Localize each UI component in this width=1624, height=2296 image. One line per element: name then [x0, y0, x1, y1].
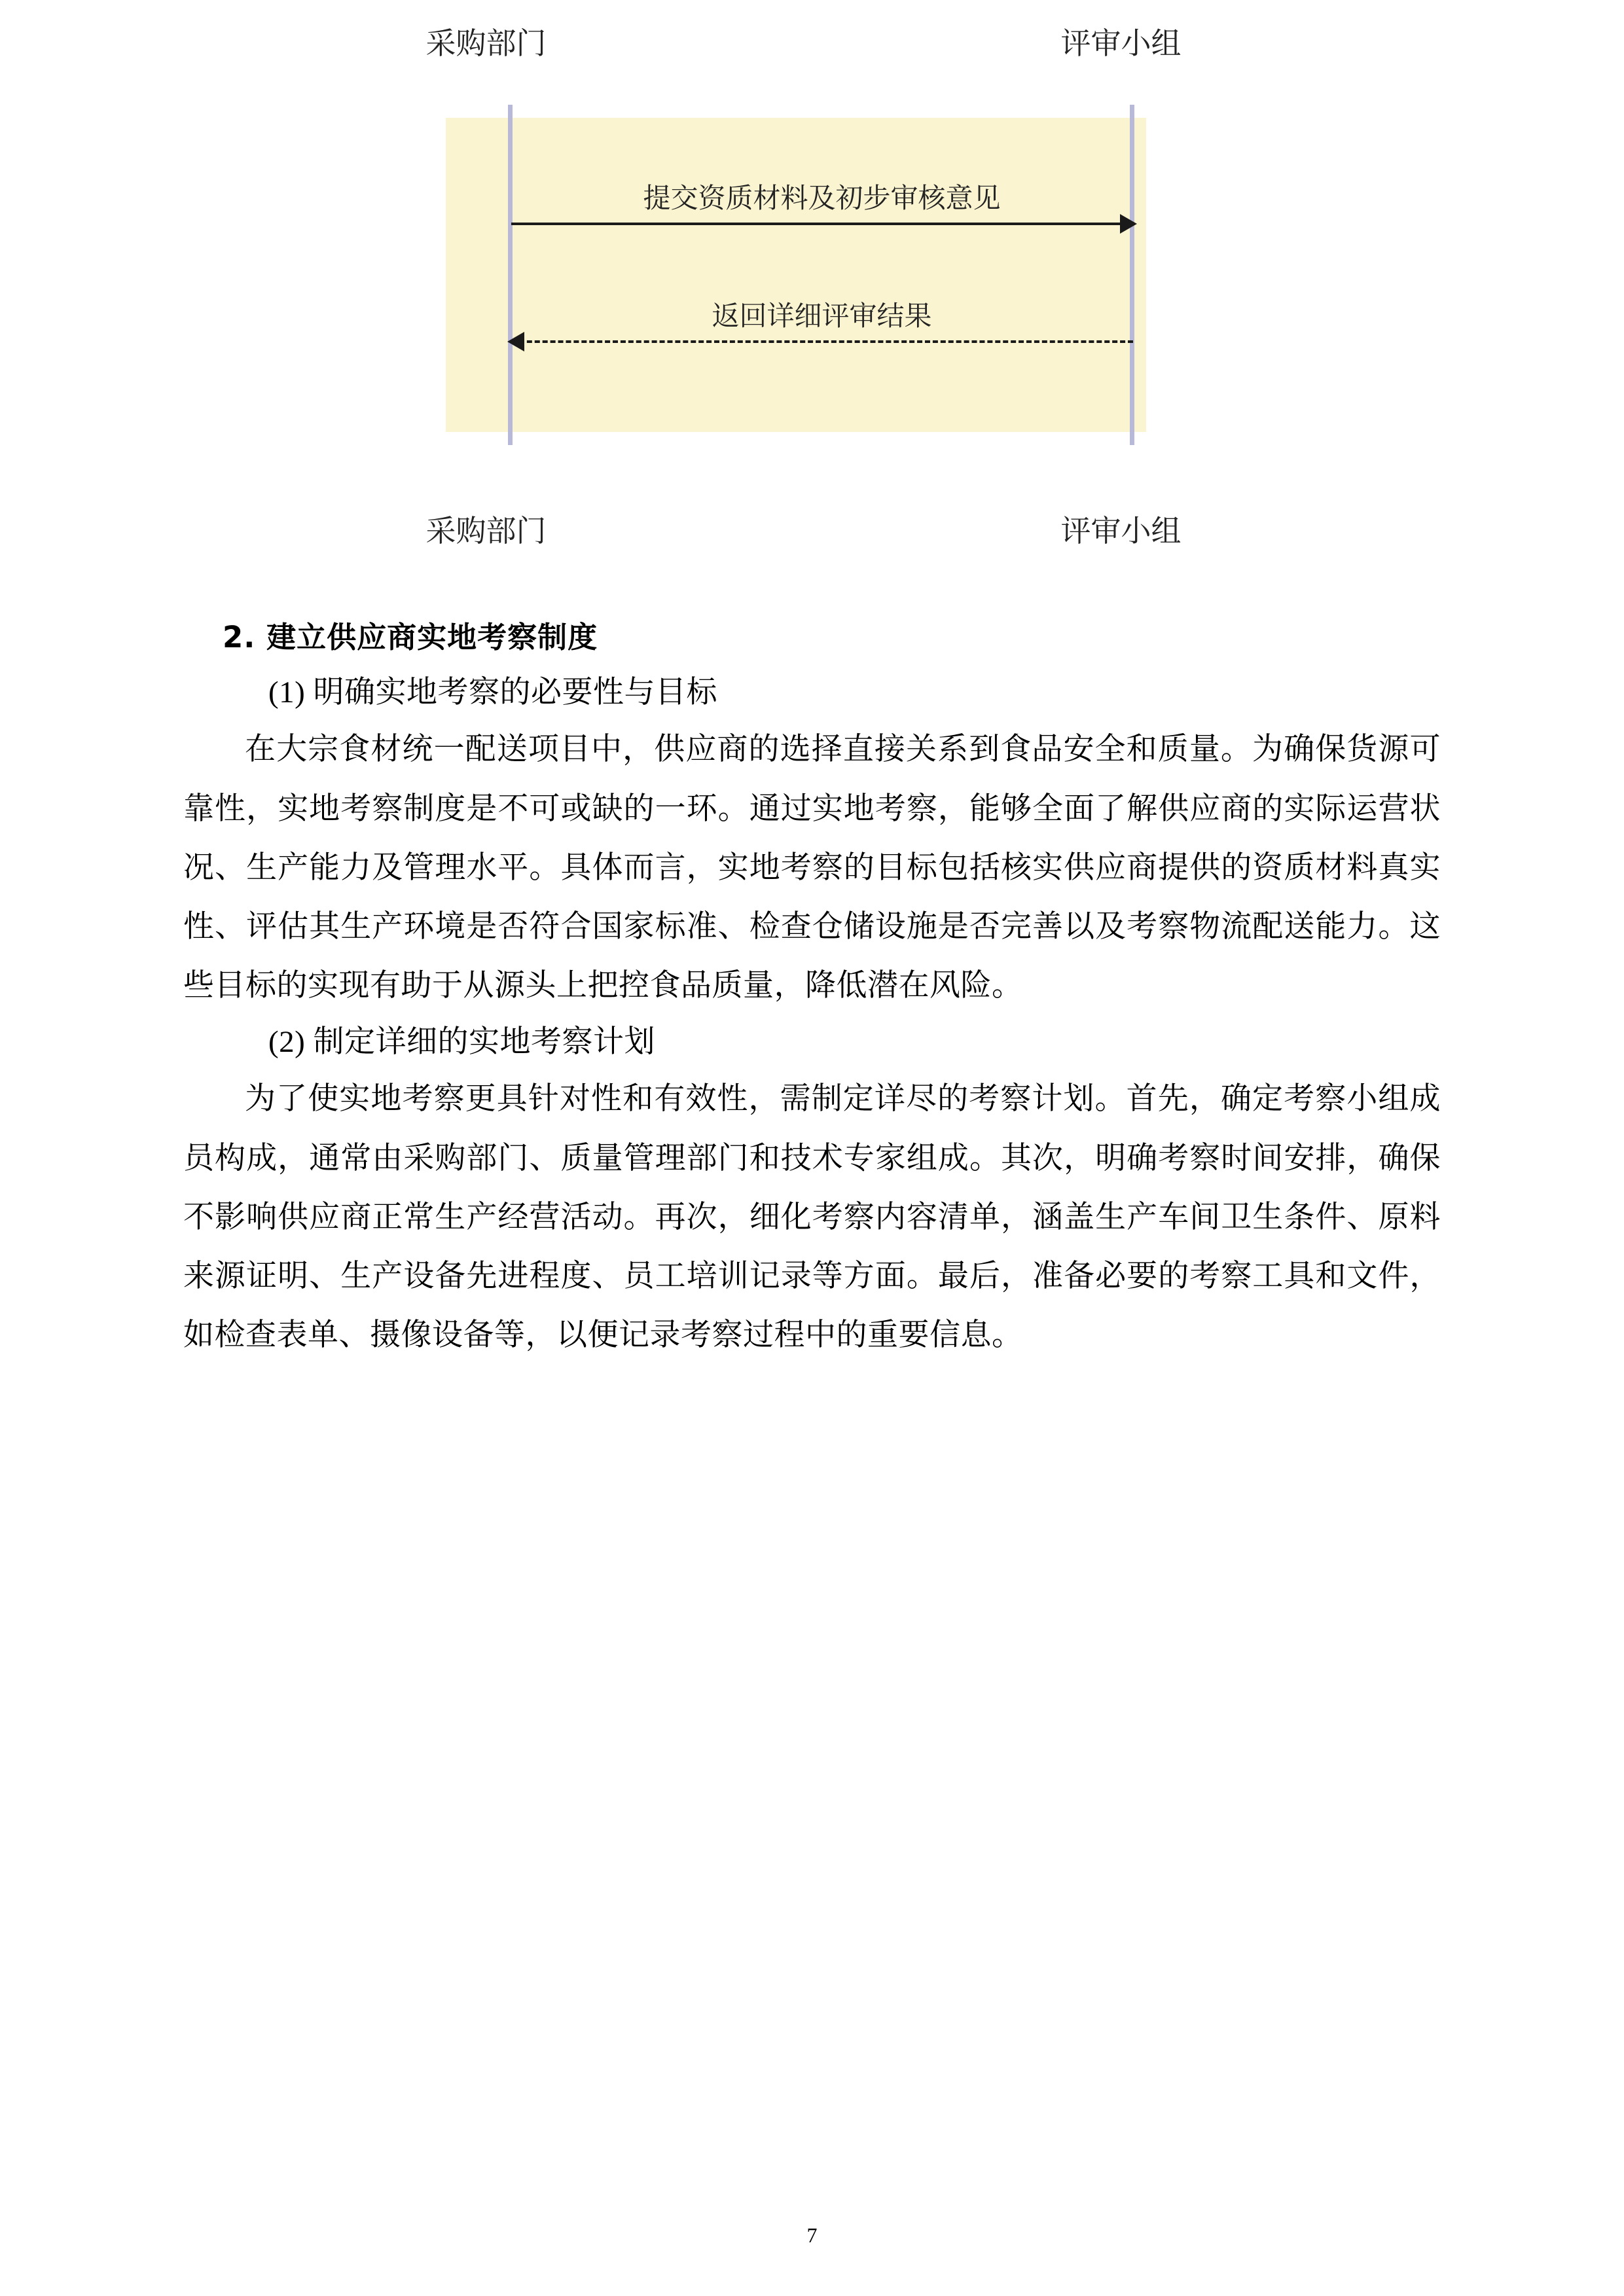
- actor-label-top-left: 采购部门: [425, 26, 547, 61]
- document-body: [183, 615, 1441, 1365]
- lifeline-right: [1130, 105, 1134, 445]
- message-1-arrow: [511, 223, 1133, 225]
- message-1-label: 提交资质材料及初步审核意见: [643, 182, 1001, 214]
- page-number: 7: [806, 2223, 818, 2247]
- paragraph-1: 在大宗食材统一配送项目中，供应商的选择直接关系到食品安全和质量。为确保货源可靠性，实地考察制度是不可或缺的一环。通过实地考察，能够全面了解供应商的实际运营状况、生产能力及管理水平。具体而言，实地考察的目标包括核实供应商提供的资质材料真实性、评估其生产环境是否符合国家标准、检查仓储设施是否完善以及考察物流配送能力。这些目标的实现有助于从源头上把控食品质量，降低潜在风险。: [183, 732, 1441, 1003]
- message-2: [511, 295, 1133, 343]
- actor-label-bottom-right: 评审小组: [1060, 513, 1182, 548]
- section-heading: 2. 建立供应商实地考察制度: [223, 620, 598, 655]
- sequence-diagram: [387, 0, 1238, 589]
- sub-heading-2: (2) 制定详细的实地考察计划: [268, 1024, 656, 1059]
- arrow-left-icon: [507, 332, 524, 351]
- sub-heading-1: (1) 明确实地考察的必要性与目标: [268, 675, 718, 709]
- actor-label-top-right: 评审小组: [1060, 26, 1182, 61]
- message-2-arrow: [511, 340, 1133, 343]
- message-band: [446, 118, 1146, 432]
- paragraph-2: 为了使实地考察更具针对性和有效性，需制定详尽的考察计划。首先，确定考察小组成员构成，通常由采购部门、质量管理部门和技术专家组成。其次，明确考察时间安排，确保不影响供应商正常生产经营活动。再次，细化考察内容清单，涵盖生产车间卫生条件、原料来源证明、生产设备先进程度、员工培训记录等方面。最后，准备必要的考察工具和文件，如检查表单、摄像设备等，以便记录考察过程中的重要信息。: [183, 1082, 1441, 1353]
- arrow-right-icon: [1120, 214, 1137, 234]
- lifeline-left: [508, 105, 513, 445]
- message-2-label: 返回详细评审结果: [712, 300, 932, 332]
- message-1: [511, 177, 1133, 225]
- actor-label-bottom-left: 采购部门: [425, 513, 547, 548]
